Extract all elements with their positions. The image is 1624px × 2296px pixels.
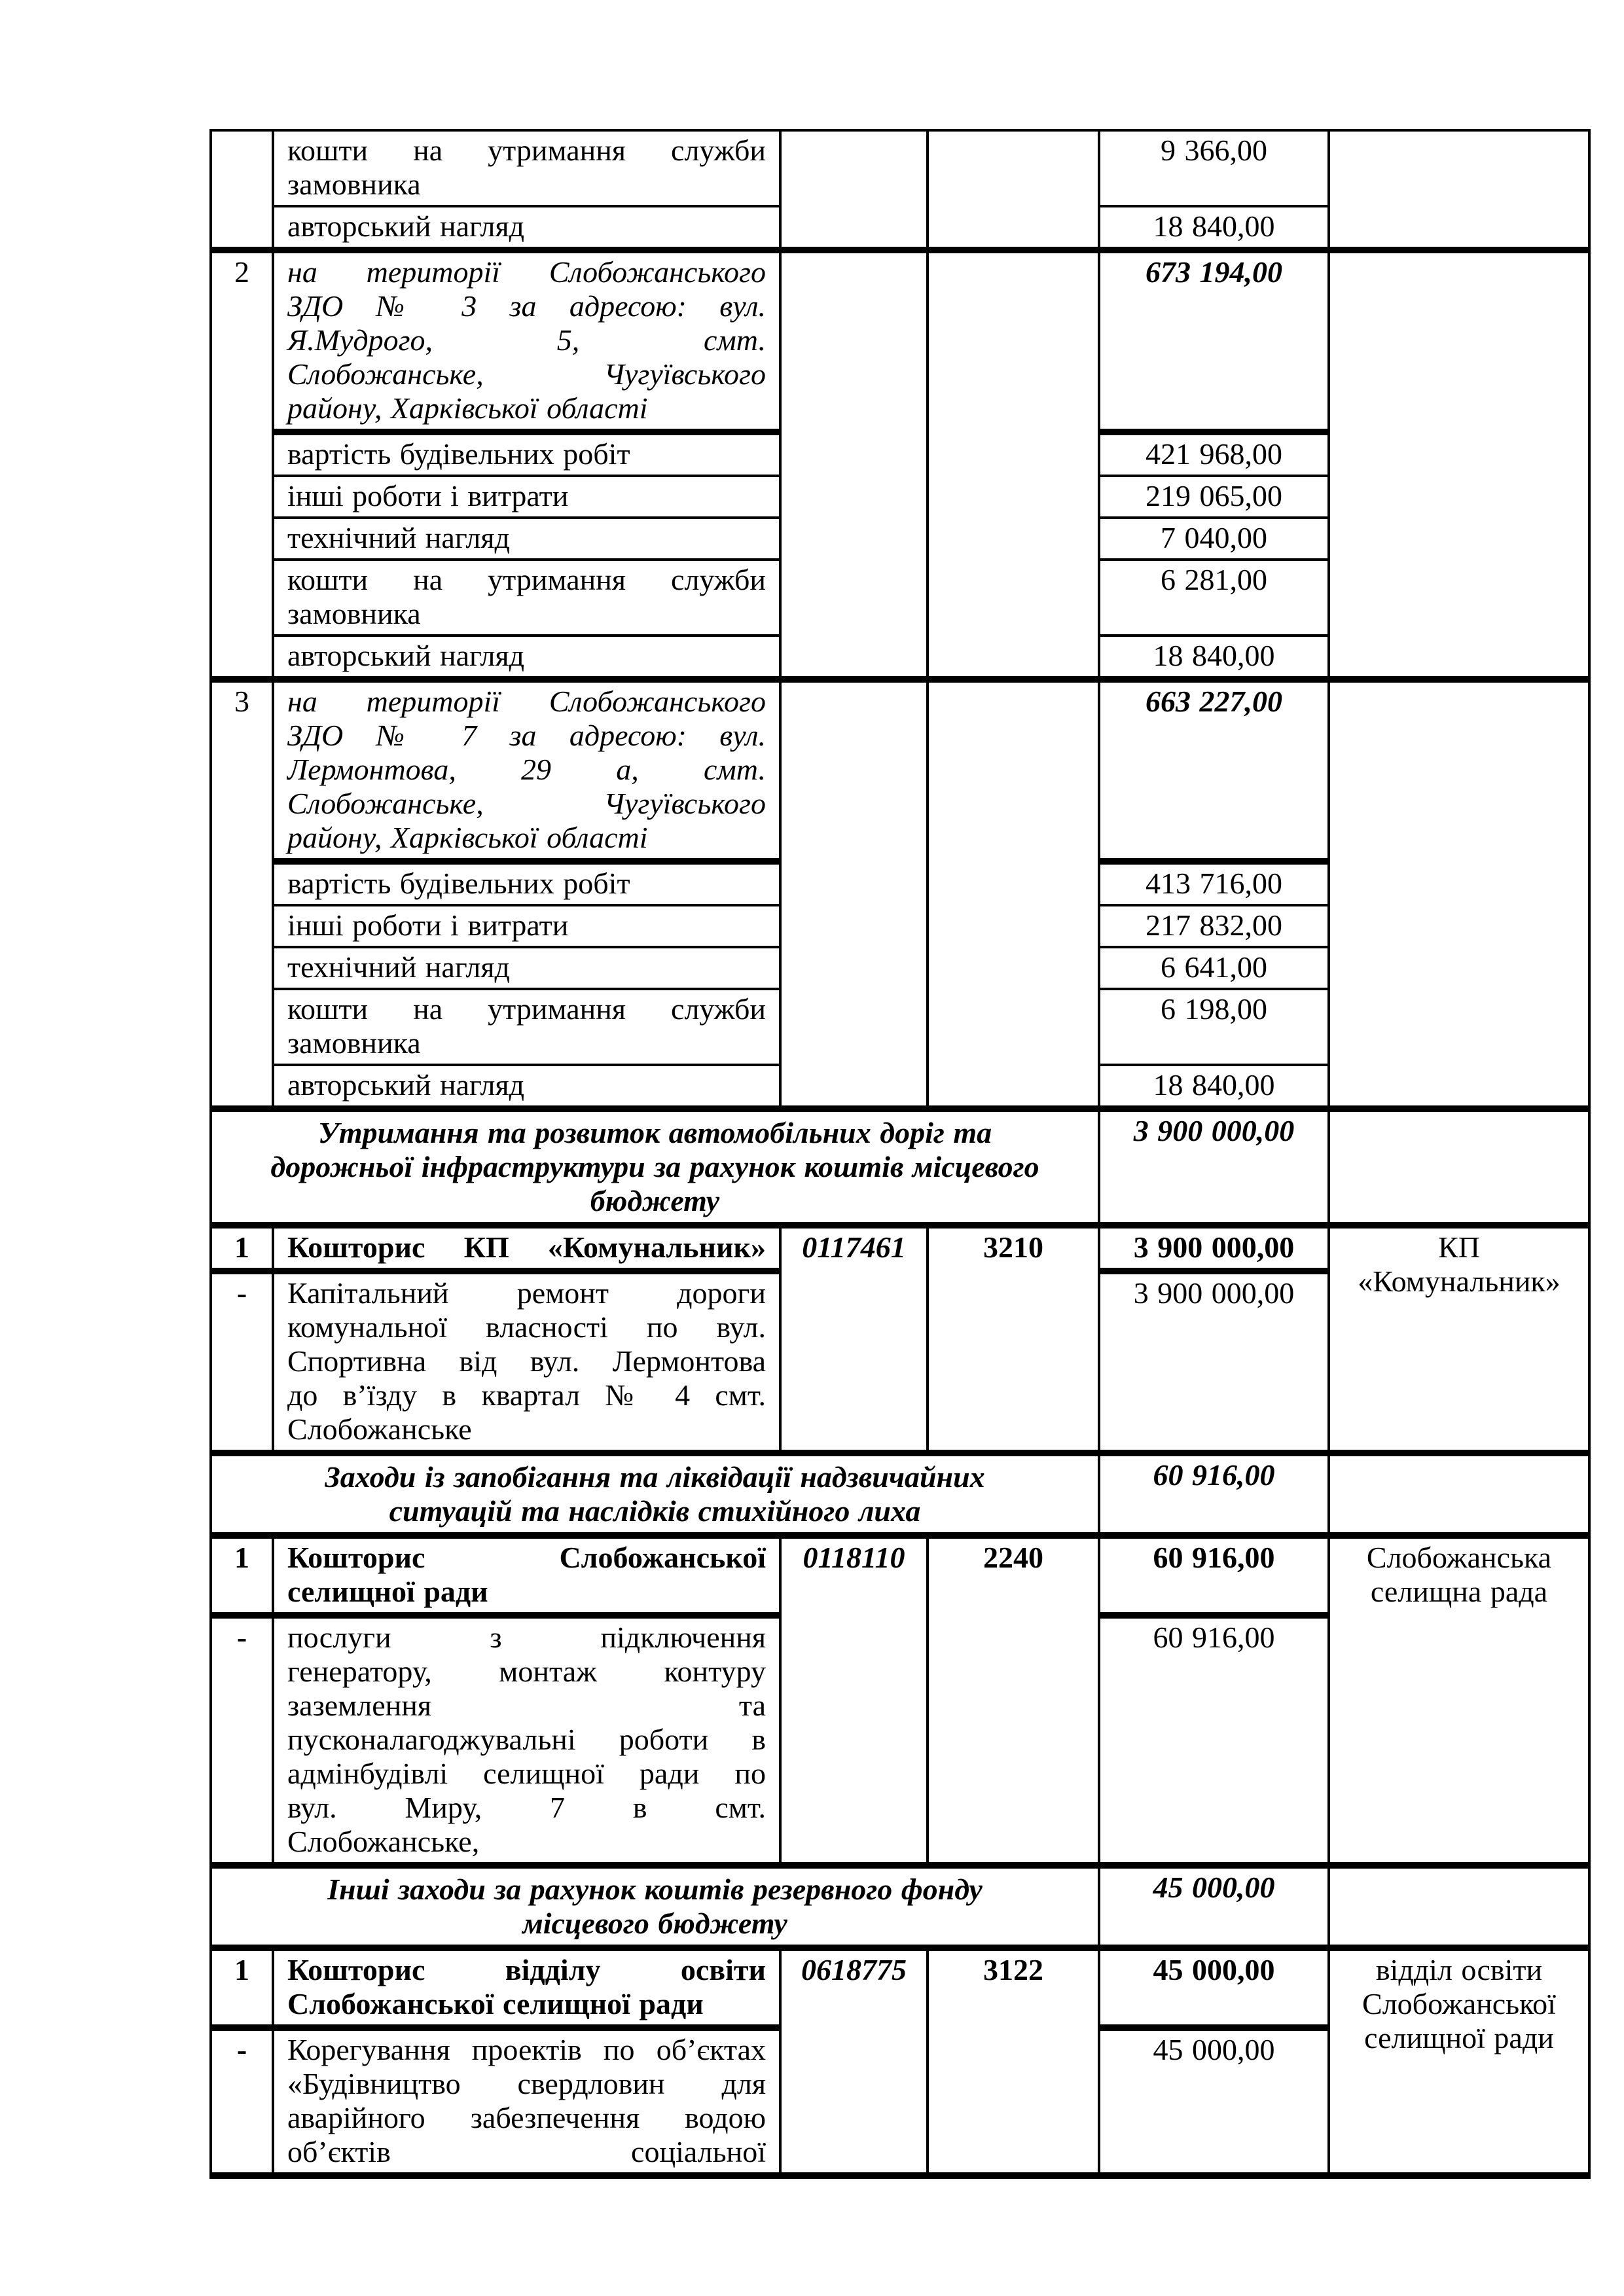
cell-entity [1329,1535,1589,1865]
cell-program-code [780,1225,928,1453]
cell-amount [1099,476,1329,518]
cell-desc [273,518,780,560]
amount-value: 217 832,00 [1146,908,1282,942]
cell-desc [273,432,780,476]
cell-desc [273,1271,780,1453]
cell-amount [1099,947,1329,989]
section-header-roads [211,1109,1589,1225]
text-line: Інші заходи за рахунок коштів резервного фонду [327,1873,983,1906]
cell-amount [1099,1271,1329,1453]
text-line: Кошторис Слобожанської [287,1541,766,1574]
cell-code-empty [928,130,1099,250]
cell-amount [1099,1948,1329,2028]
cell-entity [1329,1225,1589,1453]
text-line: «Будівництво свердловин для [287,2067,766,2100]
amount-value: 45 000,00 [1153,1953,1275,1986]
text-line: авторський нагляд [287,209,525,243]
cell-amount [1099,1225,1329,1271]
text-line: Утримання та розвиток автомобільних доріг та [317,1116,992,1149]
amount-value: 6 641,00 [1161,950,1267,984]
cell-economic-code [928,1535,1099,1865]
amount-value: 663 227,00 [1146,685,1282,718]
cell-amount [1099,130,1329,206]
cell-desc [273,1615,780,1865]
text-line: ЗДО № 3 за адресою: вул. [287,289,766,323]
cell-economic-code [928,1948,1099,2176]
cell-num-empty [211,130,273,250]
cell-desc [273,947,780,989]
table-row-carryover-1 [211,130,1589,206]
text-line: ситуацій та наслідків стихійного лиха [389,1494,921,1528]
text-line: Слобожанське, Чугуївського [287,787,766,820]
code-value: 0118110 [803,1541,905,1574]
text-line: інші роботи і витрати [287,479,569,512]
cell-economic-code [928,1225,1099,1453]
code-value: 3210 [983,1230,1043,1264]
cell-entity-empty [1329,1865,1589,1948]
amount-value: 45 000,00 [1153,1871,1275,1904]
text-line: Лермонтова, 29 а, смт. [287,753,766,786]
cell-desc [273,989,780,1065]
table-row-roads-main [211,1225,1589,1271]
amount-value: 18 840,00 [1153,1068,1275,1102]
code-value: 0117461 [802,1230,906,1264]
cell-desc [273,636,780,679]
text-line: авторський нагляд [287,1068,525,1102]
amount-value: 421 968,00 [1146,437,1282,471]
text-line: району, Харківської області [287,821,648,854]
text-line: замовника [287,597,421,630]
cell-program-code [780,1948,928,2176]
amount-value: 673 194,00 [1146,255,1282,289]
amount-value: 45 000,00 [1153,2033,1275,2066]
cell-row-number: 3 [211,679,273,1109]
text-line: вартість будівельних робіт [287,437,630,471]
text-line: кошти на утримання служби [287,992,766,1026]
amount-value: 60 916,00 [1153,1458,1275,1492]
cell-desc [273,2028,780,2176]
table-row-reserve-main [211,1948,1589,2028]
text-line: Я.Мудрого, 5, смт. [287,323,766,357]
budget-table [209,129,1591,2179]
amount-value: 9 366,00 [1161,134,1267,167]
entity-name: Слобожанська селищна рада [1366,1541,1552,1608]
text-line: генератору, монтаж контуру [287,1655,766,1688]
cell-row-number: - [211,1271,273,1453]
cell-row-number: 1 [211,1948,273,2028]
section-title [211,1865,1099,1948]
cell-amount [1099,861,1329,905]
cell-amount [1099,636,1329,679]
cell-code-empty [780,250,928,679]
cell-entity-empty [1329,679,1589,1109]
text-line: Слобожанське, [287,1825,480,1858]
table-row-item-3 [211,679,1589,861]
amount-value: 60 916,00 [1153,1541,1275,1574]
text-line: селищної ради [287,1575,488,1608]
text-line: об’єктів соціальної [287,2135,766,2168]
entity-name: КП «Комунальник» [1358,1230,1561,1298]
cell-desc [273,560,780,636]
cell-row-number: 1 [211,1535,273,1615]
text-line: Слобожанської селищної ради [287,1987,704,2020]
text-line: замовника [287,1026,421,1060]
cell-amount [1099,1535,1329,1615]
cell-code-empty [928,679,1099,1109]
cell-desc [273,1535,780,1615]
cell-amount [1099,1865,1329,1948]
cell-row-number: 2 [211,250,273,679]
cell-code-empty [780,130,928,250]
text-line: дорожньої інфраструктури за рахунок коштів місцевого [270,1150,1039,1183]
text-line: послуги з підключення [287,1621,766,1654]
cell-program-code [780,1535,928,1865]
cell-entity-empty [1329,1453,1589,1535]
text-line: Слобожанське [287,1412,472,1446]
cell-amount [1099,1109,1329,1225]
cell-desc [273,206,780,250]
cell-amount [1099,1065,1329,1109]
cell-desc [273,1948,780,2028]
text-line: на території Слобожанського [287,685,766,718]
cell-desc [273,476,780,518]
section-title [211,1453,1099,1535]
cell-desc [273,861,780,905]
amount-value: 6 198,00 [1161,992,1267,1026]
cell-entity-empty [1329,250,1589,679]
text-line: місцевого бюджету [522,1907,787,1940]
text-line: Кошторис КП «Комунальник» [287,1230,766,1264]
text-line: на території Слобожанського [287,255,766,289]
table-row-item-2 [211,250,1589,432]
amount-value: 3 900 000,00 [1133,1114,1295,1147]
amount-value: 60 916,00 [1153,1621,1275,1654]
text-line: Капітальний ремонт дороги [287,1276,766,1310]
cell-desc [273,130,780,206]
amount-value: 18 840,00 [1153,209,1275,243]
text-line: району, Харківської області [287,391,648,425]
entity-name: відділ освіти Слобожанської селищної ради [1362,1953,1556,2054]
cell-amount [1099,1615,1329,1865]
text-line: інші роботи і витрати [287,908,569,942]
text-line: вул. Миру, 7 в смт. [287,1791,766,1824]
cell-row-number: - [211,2028,273,2176]
section-header-reserve [211,1865,1589,1948]
cell-desc [273,250,780,432]
amount-value: 7 040,00 [1161,521,1267,554]
code-value: 3122 [983,1953,1043,1986]
cell-amount [1099,989,1329,1065]
text-line: Корегування проектів по об’єктах [287,2033,766,2066]
amount-value: 3 900 000,00 [1133,1230,1295,1264]
cell-code-empty [780,679,928,1109]
cell-amount [1099,679,1329,861]
cell-amount [1099,905,1329,947]
cell-row-number: - [211,1615,273,1865]
text-line: замовника [287,168,421,201]
text-line: Слобожанське, Чугуївського [287,357,766,391]
text-line: кошти на утримання служби [287,563,766,596]
cell-entity-empty [1329,1109,1589,1225]
cell-desc [273,1065,780,1109]
amount-value: 18 840,00 [1153,639,1275,672]
text-line: технічний нагляд [287,950,510,984]
cell-desc [273,679,780,861]
text-line: адмінбудівлі селищної ради по [287,1757,766,1790]
text-line: вартість будівельних робіт [287,867,630,900]
amount-value: 6 281,00 [1161,563,1267,596]
amount-value: 219 065,00 [1146,479,1282,512]
cell-row-number: 1 [211,1225,273,1271]
amount-value: 3 900 000,00 [1133,1276,1295,1310]
cell-amount [1099,432,1329,476]
cell-amount [1099,560,1329,636]
text-line: авторський нагляд [287,639,525,672]
text-line: Кошторис відділу освіти [287,1953,766,1986]
amount-value: 413 716,00 [1146,867,1282,900]
text-line: до в’їзду в квартал № 4 смт. [287,1378,766,1412]
text-line: Спортивна від вул. Лермонтова [287,1344,766,1378]
text-line: ЗДО № 7 за адресою: вул. [287,719,766,752]
text-line: бюджету [590,1184,720,1217]
cell-entity [1329,1948,1589,2176]
cell-desc [273,1225,780,1271]
cell-entity-empty [1329,130,1589,250]
text-line: заземлення та [287,1689,766,1722]
code-value: 2240 [983,1541,1043,1574]
cell-amount [1099,1453,1329,1535]
table-row-emergency-main [211,1535,1589,1615]
cell-desc [273,905,780,947]
cell-amount [1099,518,1329,560]
code-value: 0618775 [801,1953,907,1986]
text-line: Заходи із запобігання та ліквідації надзвичайних [325,1460,985,1494]
text-line: кошти на утримання служби [287,134,766,167]
text-line: аварійного забезпечення водою [287,2101,766,2134]
text-line: технічний нагляд [287,521,510,554]
text-line: комунальної власності по вул. [287,1310,766,1344]
cell-amount [1099,250,1329,432]
section-header-emergency [211,1453,1589,1535]
cell-code-empty [928,250,1099,679]
text-line: пусконалагоджувальні роботи в [287,1723,766,1756]
section-title [211,1109,1099,1225]
cell-amount [1099,206,1329,250]
cell-amount [1099,2028,1329,2176]
